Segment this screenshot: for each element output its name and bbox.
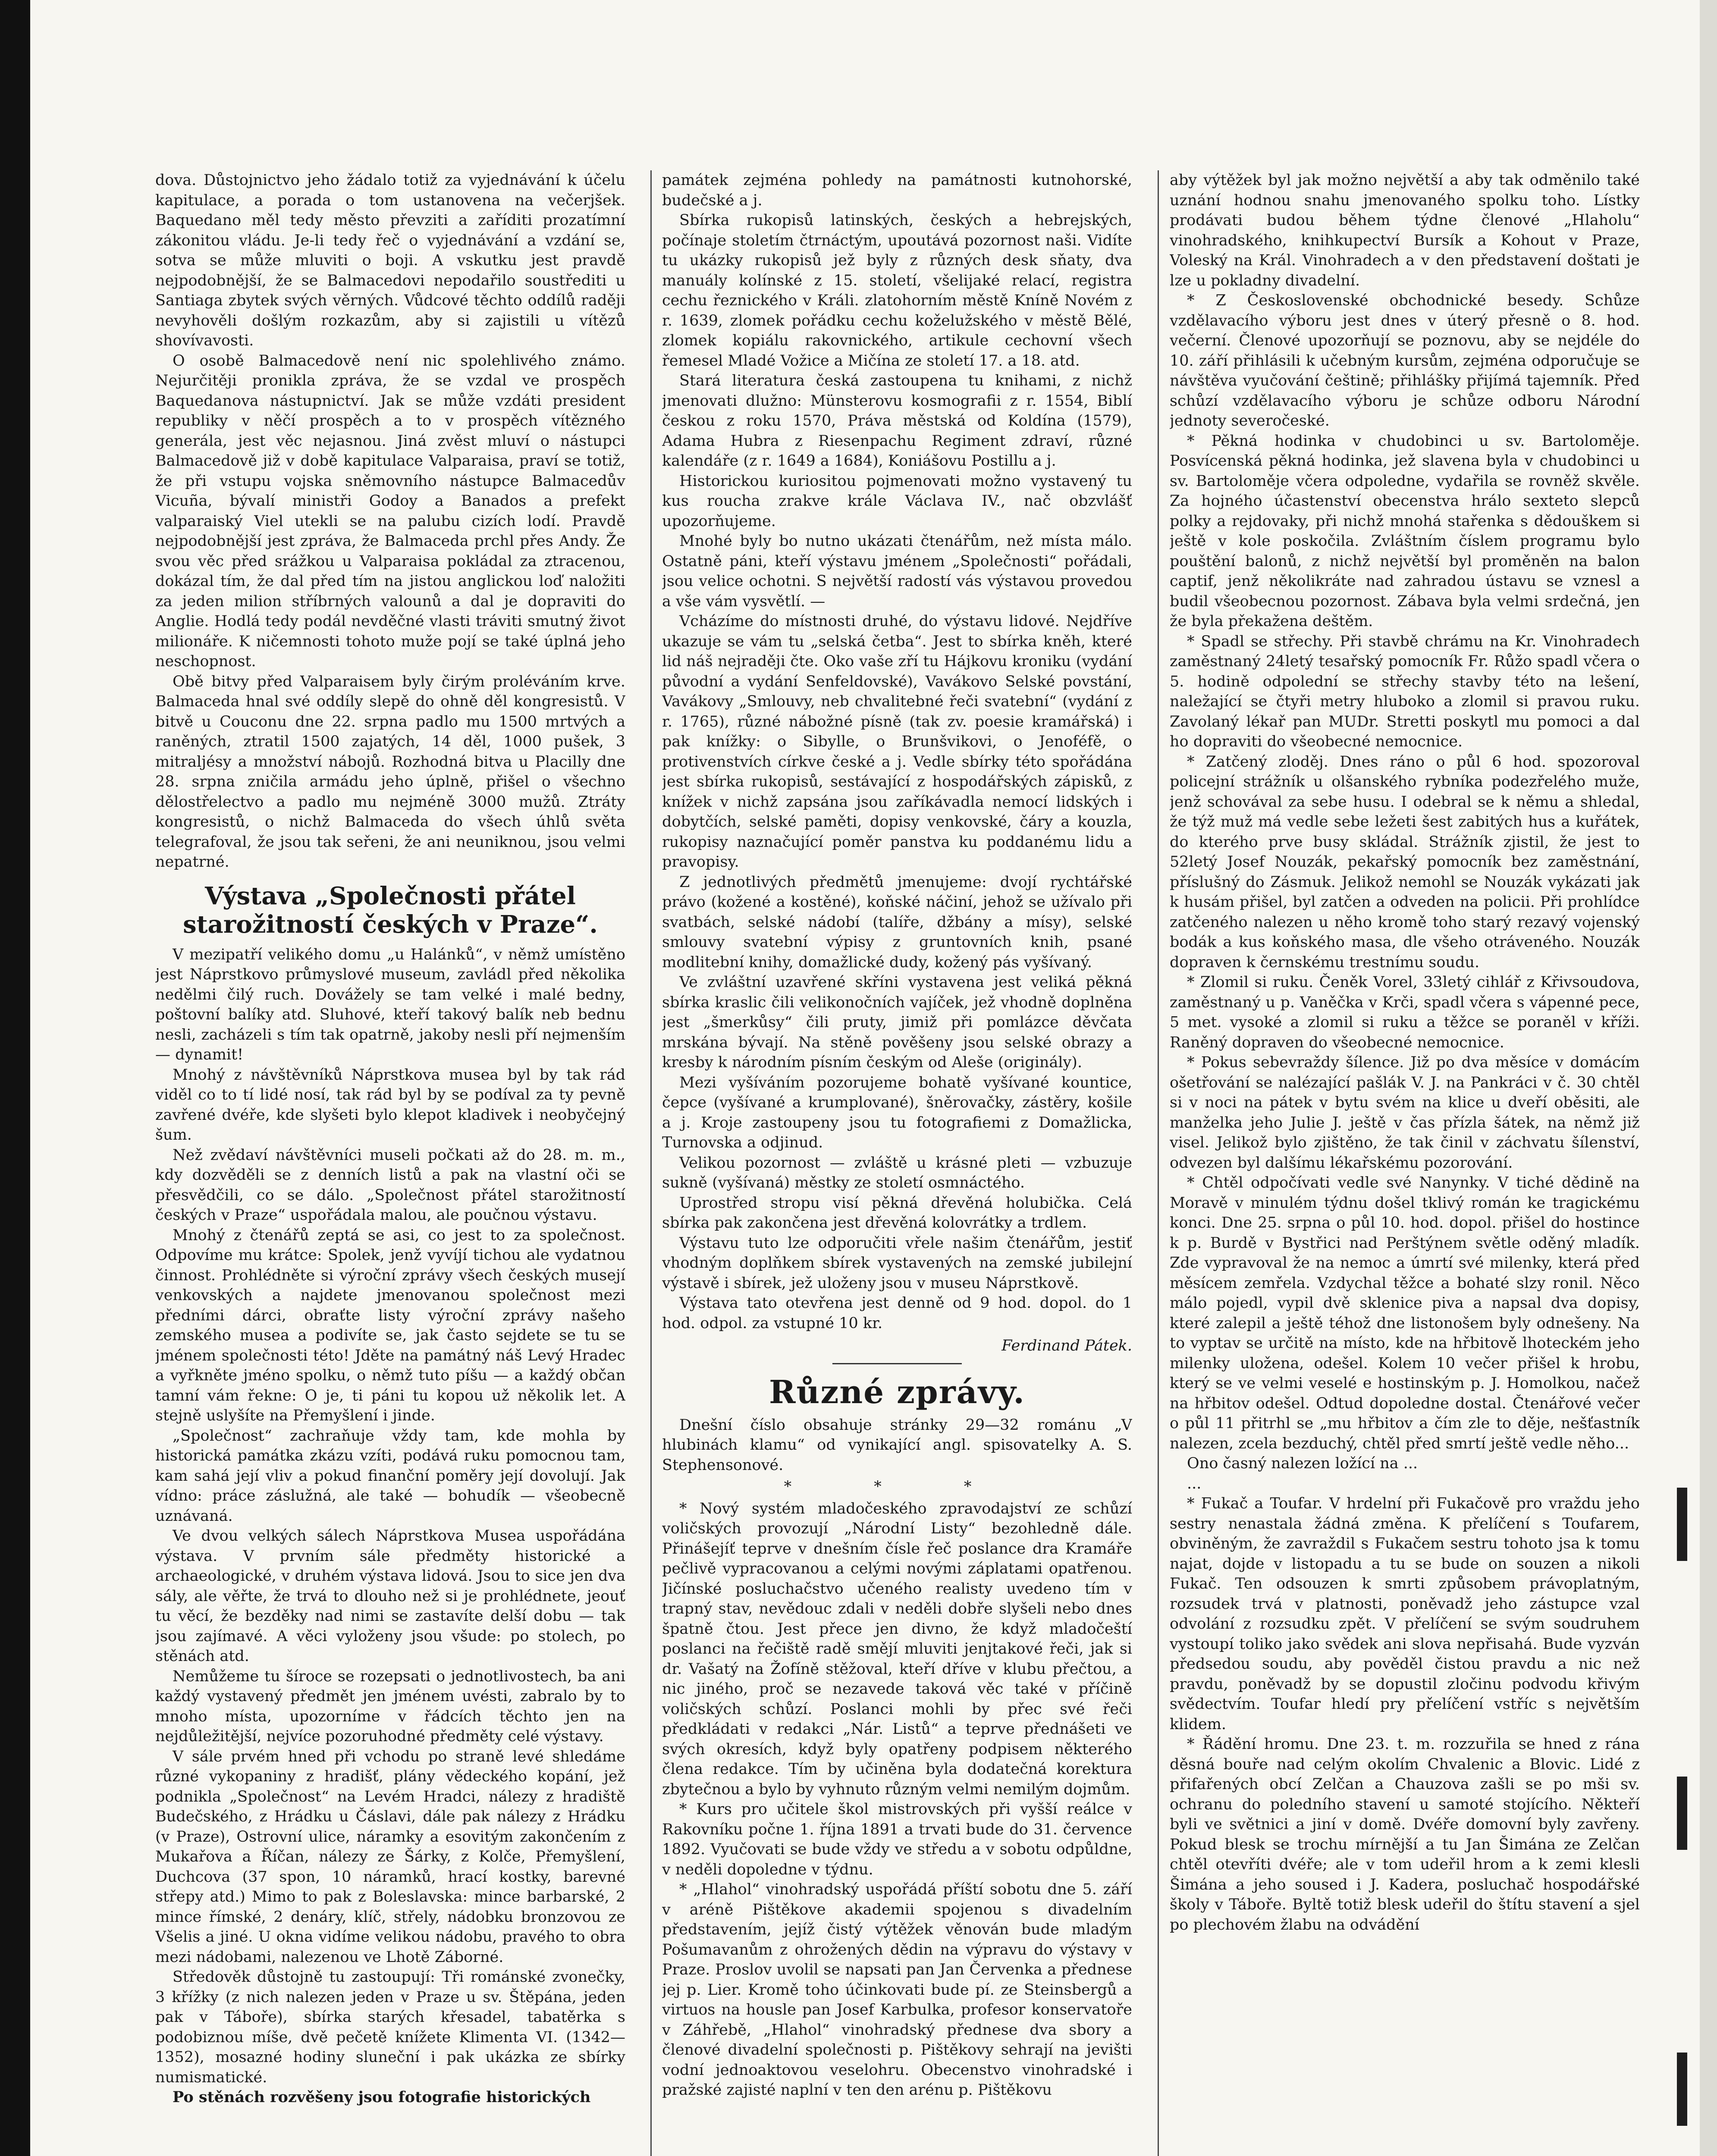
news-item: Ono časný nalezen ložící na ... — [1187, 1455, 1418, 1472]
scan-edge-mark — [1677, 1777, 1687, 1850]
paragraph: Výstavu tuto lze odporučiti vřele našim čtenářům, jestiť vhodným doplňkem sbírek vystavených na zemské jubilejní výstavě i sbírek, jež uloženy jsou v museu Náprstkově. — [662, 1234, 1132, 1292]
paragraph: Ve zvláštní uzavřené skříni vystavena jest veliká pěkná sbírka kraslic čili velikonočních vajíček, jež vhodně doplněna jest „šmerkůsy“ čili pruty, jimiž při pomlázce děvčata mrskána bývají. Na stěně pověšeny jsou selské obrazy a kresby k národním písním českým od Aleše (originály). — [662, 974, 1132, 1071]
column-divider — [1158, 170, 1159, 2156]
paragraph: Po stěnách rozvěšeny jsou fotografie historických — [173, 2088, 591, 2106]
paragraph: Obě bitvy před Valparaisem byly čirým proléváním krve. Balmaceda hnal své oddíly slepě do ohně děl kongresistů. V bitvě u Couconu dne 22. srpna padlo mu 1500 mrtvých a raněných, ztratil 1500 zajatých, 14 děl, 1000 pušek, 3 mitraljésy a množství nábojů. Rozhodná bitva u Placilly dne 28. srpna zničila armádu jeho úplně, přišel o všechno dělostřelectvo a padlo mu nejméně 3000 mužů. Ztráty kongresistů, o nichž Balmaceda do všech úhlů světa telegrafoval, že jsou tak seřeni, že ani neuniknou, jsou velmi nepatrné. — [155, 673, 625, 871]
paragraph: Sbírka rukopisů latinských, českých a hebrejských, počínaje stoletím čtrnáctým, upoutává pozornost naši. Vidíte tu ukázky rukopisů jež byly z různých desk sňaty, dva manuály kolínské z 15. století, všelijaké relací, registra cechu řeznického v Králi. zlatohorním městě Kníně Novém z r. 1639, zlomek pořádku cechu koželužského v městě Bělé, zlomek kopiálu rakovnického, artikule cechovní všech řemesel Mladé Vožice a Mičína ze století 17. a 18. atd. — [662, 212, 1132, 370]
column-middle — [662, 170, 1132, 2156]
column-divider — [650, 170, 652, 2156]
paragraph: Dnešní číslo obsahuje stránky 29—32 románu „V hlubinách klamu“ od vynikající angl. spisovatelky A. S. Stephensonové. — [662, 1416, 1132, 1474]
column-right — [1170, 170, 1640, 2156]
separator — [832, 1363, 962, 1364]
paragraph: O osobě Balmacedově není nic spolehlivého známo. Nejurčitěji pronikla zpráva, že se vzdal ve prospěch Baquedanova nástupnictví. Jak se může vzdáti president republiky v něčí prospěch a to v prospěch vítězného generála, jest věc nejasnou. Jiná zvěst mluví o nástupci Balmacedově již v době kapitulace Valparaisa, praví se totiž, že při vstupu vojska sněmovního nástupce Balmacedův Vicuña, bývalí ministři Godoy a Banados a prefekt valparaiský Viel utekli se na palubu cizích lodí. Pravdě nejpodobnější jest zpráva, že Balmaceda prchl přes Andy. Že svou věc před srážkou u Valparaisa pokládal za ztracenou, dokázal tím, že dal před tím na jistou anglickou loď naložiti za jeden milion stříbrných valounů a dal je dopraviti do Anglie. Hodlá tedy podál nevděčné vlasti tráviti smutný život milionáře. K ničemnosti tohoto muže pojí se také úplná jeho neschopnost. — [155, 352, 625, 670]
paragraph: Uprostřed stropu visí pěkná dřevěná holubička. Celá sbírka pak zakončena jest dřevěná kolovrátky a trdlem. — [662, 1194, 1132, 1232]
news-item: * Spadl se střechy. Při stavbě chrámu na Kr. Vinohradech zaměstnaný 24letý tesařský pomocník Fr. Růžo spadl včera o 5. hodině odpolední se střechy stavby této na lešení, naležající se čtyři metry hluboko a zlomil si pravou ruku. Zavolaný lékař pan MUDr. Stretti poskytl mu pomoci a dal ho dopraviti do všeobecné nemocnice. — [1170, 633, 1640, 750]
paragraph: V sále prvém hned při vchodu po straně levé shledáme různé vykopaniny z hradišť, plány vědeckého kopání, jež podnikla „Společnost“ na Levém Hradci, nálezy z hradiště Budečského, z Hrádku u Čáslavi, dále pak nálezy z Hrádku (v Praze), Ostrovní ulice, náramky a esovitým zakončením z Mukařova a Říčan, nálezy ze Šárky, z Kolče, Přemyšlení, Duchcova (37 spon, 10 náramků, hrací kostky, barevné střepy atd.) Mimo to pak z Boleslavska: mince barbarské, 2 mince římské, 2 denáry, klíč, střely, nádobku bronzovou ze Všelis a jiné. U okna vidíme velikou nádobu, pravého to obra mezi nádobami, nalezenou ve Lhotě Záborné. — [155, 1748, 625, 1966]
news-item: * Pěkná hodinka v chudobinci u sv. Bartoloměje. Posvícenská pěkná hodinka, jež slavena byla v chudobinci u sv. Bartoloměje včera odpoledne, vydařila se rovněž skvěle. Za hojného účastenství obecenstva hrálo sexteto slepců polky a rejdovaky, při nichž mnohá stařenka s dědouškem si ještě v kole poskočila. Zvláštním číslem programu bylo pouštění balonů, z nichž největší byl proměněn na balon captif, jenž několikráte nad zahradou ústavu se vznesl a budil všeobecnou pozornost. Zábava byla velmi srdečná, jen že byla překažena deštěm. — [1170, 432, 1640, 630]
paragraph: Mnohý z čtenářů zeptá se asi, co jest to za společnost. Odpovíme mu krátce: Spolek, jenž vyvíjí tichou ale vydatnou činnost. Prohlédněte si výroční zprávy všech českých musejí venkovských a najdete jmenovanou společnost mezi předními dárci, obraťte listy výroční zprávy našeho zemského musea a podivíte se, jak často sejdete se tu se jménem společnosti této! Jděte na památný náš Levý Hradec a vyřkněte jméno spolku, o němž tuto píšu — a každý občan tamní vám řekne: O je, ti páni tu kopou už několik let. A stejně uslyšíte na Přemyšlení i jinde. — [155, 1226, 625, 1424]
news-item: * Zatčený zloděj. Dnes ráno o půl 6 hod. spozoroval policejní strážník u olšanského rybníka podezřelého muže, jenž schovával za sebe husu. I odebral se k němu a shledal, že týž muž má vedle sebe ležeti šest zabitých hus a kuřátek, do kterého prve busy skládal. Strážník zjistil, že jest to 52letý Josef Nouzák, pekařský pomocník bez zaměstnání, příslušný do Zásmuk. Jelikož nemohl se Nouzák vykázati jak k husám přišel, byl zatčen a odveden na policii. Při prohlídce zatčeného nalezen u něho kromě toho starý rezavý vojenský bodák a kus koňského masa, dle všeho otráveného. Nouzák dopraven k černskému trestnímu soudu. — [1170, 753, 1640, 971]
paragraph: Historickou kuriositou pojmenovati možno vystavený tu kus roucha zrakve krále Václava IV., nač obzvlášť upozorňujeme. — [662, 472, 1132, 530]
news-item: * Fukač a Toufar. V hrdelní při Fukačově pro vraždu jeho sestry nenastala žádná změna. K přelíčení s Toufarem, obviněným, že zavraždil s Fukačem sestru tohoto jsa k tomu najat, dojde v listopadu a tu se bude on souzen a nikoli Fukač. Ten odsouzen k smrti způsobem právoplatným, rozsudek trvá v platnosti, poněvadž jeho zástupce vzal odvolání z rozsudku zpět. V přelíčení se svým soudruhem vystoupí toliko jako svědek ani slova nepřisahá. Bude vyzván předsedou soudu, aby pověděl čistou pravdu a nic než pravdu, poněvadž by se dopustil zločinu podvodu křivým svědectvím. Toufar hledí pry přelíčení vstříc s největším klidem. — [1170, 1495, 1640, 1733]
news-item: * Z Československé obchodnické besedy. Schůze vzdělavacího výboru jest dnes v úterý přesně o 8. hod. večerní. Členové upozorňují se poznovu, aby se nejdéle do 10. září přihlásili k učebným kursům, zejména odporučuje se návštěva vyučování češtině; přihlášky přijímá tajemník. Před schůzí vzdělavacího výboru je schůze odboru Národní jednoty severočeské. — [1170, 292, 1640, 429]
paragraph: Výstava tato otevřena jest denně od 9 hod. dopol. do 1 hod. odpol. za vstupné 10 kr. — [662, 1294, 1132, 1332]
separator-stars: * * * — [784, 1478, 1011, 1495]
paragraph: Středověk důstojně tu zastoupují: Tři románské zvonečky, 3 křížky (z nich nalezen jeden v Praze u sv. Štěpána, jeden pak v Táboře), sbírka starých křesadel, tabatěrka s podobiznou míše, dvě pečetě knížete Klimenta VI. (1342—1352), mosazné hodiny sluneční i pak ukázka ze sbírky numismatické. — [155, 1968, 625, 2086]
paragraph: Z jednotlivých předmětů jmenujeme: dvojí rychtářské právo (kožené a kostěné), koňské náčiní, jehož se užívalo při svatbách, selské nádobí (talíře, džbány a mísy), selské smlouvy svatební výpisy z gruntovních knih, psané modlitební knihy, domažlické dudy, kožený pás vyšívaný. — [662, 873, 1132, 971]
paragraph: aby výtěžek byl jak možno největší a aby tak odměnilo také uznání hodnou snahu jmenovaného spolku toho. Lístky prodávati budou během týdne členové „Hlaholu“ vinohradského, knihkupectví Bursík a Kohout v Praze, Voleský na Král. Vinohradech a v den představení doštati je lze u pokladny divadelní. — [1170, 172, 1640, 289]
column-left — [155, 170, 625, 2156]
paragraph: Než zvědaví návštěvníci museli počkati až do 28. m. m., kdy dozvěděli se z denních listů a pak na vlastní oči se přesvědčili, co se dálo. „Společnost přátel starožitností českých v Praze“ uspořádala malou, ale poučnou výstavu. — [155, 1146, 625, 1224]
paragraph: Vcházíme do místnosti druhé, do výstavu lidové. Nejdříve ukazuje se vám tu „selská četba“. Jest to sbírka kněh, které lid náš nejraději čte. Oko vaše zří tu Hájkovu kroniku (vydání původní a vydání Senfeldovské), Vavákovo Selské povstání, Vavákovy „Smlouvy, neb chvalitebné řeči svatební“ (vydání z r. 1765), různé nábožné písně (tak zv. poesie kramářská) i pak knížky: o Sibylle, o Brunšvikovi, o Jenoféfě, o protivenstvích církve české a j. Vedle sbírky této spořádána jest sbírka rukopisů, sestávající z hospodářských zápisků, z knížek v nichž zapsána jsou zaříkávadla nemocí lidských i dobytčích, selské paměti, dopisy venkovské, čáry a kouzla, rukopisy naznačující poměr panstva ku poddanému lidu a pravopisy. — [662, 613, 1132, 871]
paragraph: V mezipatří velikého domu „u Halánků“, v němž umístěno jest Náprstkovo průmyslové museum, zavládl před několika nedělmi čilý ruch. Dovážely se tam velké i malé bedny, poštovní balíky atd. Sluhové, kteří takový balík neb bednu nesli, zacházeli s tím tak opatrně, jakoby nesli pří nejmenším — dynamit! — [155, 946, 625, 1063]
news-item: * Řádění hromu. Dne 23. t. m. rozzuřila se hned z rána děsná bouře nad celým okolím Chvalenic a Blovic. Lidé z přifařených obcí Zelčan a Chauzova zašli se po mši sv. ochranu do poledního stavení u samoté stojícího. Někteří byli ve světnici a jiní v domě. Dvéře domovní byly zavřeny. Pokud blesk se trochu mírnější a tu Jan Šimána ze Zelčan chtěl otevříti dvéře; ale v tom udeřil hrom a k zemi klesli Šimána a jeho soused i J. Kadera, posluchač hospodářské školy v Táboře. Byltě totiž blesk udeřil do štítu stavení a sjel po plechovém žlabu na odvádění — [1170, 1736, 1640, 1934]
paragraph: Mnohý z návštěvníků Náprstkova musea byl by tak rád viděl co to tí lidé nosí, tak rád byl by se podíval za ty pevně zavřené dvéře, kde slyšeti bylo klepot kladivek i neobyčejný šum. — [155, 1066, 625, 1144]
paragraph: Mnohé byly bo nutno ukázati čtenářům, než místa málo. Ostatně páni, kteří výstavu jménem „Společnosti“ pořádali, jsou velice ochotni. S největší radostí vás výstavou provedou a vše vám vysvětlí. — — [662, 533, 1132, 610]
news-item: * Chtěl odpočívati vedle své Nanynky. V tiché dědině na Moravě v minulém týdnu došel tklivý román ke tragickému konci. Dne 25. srpna o půl 10. hod. dopol. přišel do hostince k p. Burdě v Bystřici nad Perštýnem světle oděný mladík. Zde vypravoval že na nemoc a úmrtí své milenky, která před měsícem zemřela. Vzdychal těžce a bohaté slzy ronil. Něco málo pojedl, vypil dvě sklenice piva a napsal dva dopisy, které zalepil a ještě téhož dne listonošem byly odnešeny. Na to vyptav se určitě na místo, kde na hřbitově lhoteckém jeho milenky uložena, odešel. Kolem 10 večer přišel k hrobu, který se ve velmi veselé e hostinským p. J. Homolkou, načež na hřbitov odešel. Odtud dopoledne dostal. Čtenářové večer o půl 11 přitrhl se „mu hřbitov a čím zle to děje, nešťastník nalezen, zcela bezduchý, chtěl před smrtí ještě vedle něho... — [1170, 1174, 1640, 1452]
paragraph: Ve dvou velkých sálech Náprstkova Musea uspořádána výstava. V prvním sále předměty historické a archaeologické, v druhém výstava lidová. Jsou to sice jen dva sály, ale věřte, že trvá to dlouho než si je prohlédnete, jeouť tu věcí, že bezděky nad nimi se zastavíte delší dobu — tak jsou zajímavé. A věci vyloženy jsou všude: po stolech, po stěnách atd. — [155, 1527, 625, 1665]
news-item: * Pokus sebevraždy šílence. Již po dva měsíce v domácím ošetřování se nalézající pašlák V. J. na Pankráci v č. 30 chtěl si v noci na pátek v bytu svém na klice u dveří oběsiti, ale manželka jeho Julie J. ještě v čas přízla šátek, na němž již visel. Jelikož bylo zjištěno, že tak činil v záchvatu šílenství, odvezen byl dalšímu lékařskému pozorování. — [1170, 1054, 1640, 1172]
news-item: * Kurs pro učitele škol mistrovských při vyšší reálce v Rakovníku počne 1. října 1891 a trvati bude do 31. července 1892. Vyučovati se bude vždy ve středu a v sobotu odpůldne, v neděli dopoledne v týdnu. — [662, 1801, 1132, 1878]
paragraph: Stará literatura česká zastoupena tu knihami, z nichž jmenovati dlužno: Münsterovu kosmografii z r. 1554, Biblí českou z roku 1570, Práva městská od Koldína (1579), Adama Hubra z Riesenpachu Regiment zdraví, různé kalendáře (z r. 1649 a 1684), Koniášovu Postillu a j. — [662, 372, 1132, 470]
news-item: * Nový systém mladočeského zpravodajství ze schůzí voličských provozují „Národní Listy“ bezohledně dále. Přinášejíť teprve v dnešním čísle řeč poslance dra Kramáře pečlivě vypracovanou a celými novými záplatami opatřenou. Jičínské posluchačstvo učeného realisty uvedeno tím v trapný stav, nevědouc zdali v neděli dobře slyšeli nebo dnes špatně čtou. Jest přece jen divno, že když mladočeští poslanci na řečiště radě smějí mluviti jenjtakové řeči, jak si dr. Vašatý na Žofíně stěžoval, kteří dříve v klubu přečtou, a nic jiného, proč se nezavede taková věc také v příčině voličských schůzí. Poslanci mohli by přec své řeči předkládati v redakci „Nár. Listů“ a teprve přednášeti ve svých okresích, když byly opatřeny podpisem některého člena redakce. Tím by učiněna byla dodatečná korektura zbytečnou a bylo by vyhnuto různým velmi nemilým dojmům. — [662, 1500, 1132, 1798]
paragraph: dova. Důstojnictvo jeho žádalo totiž za vyjednávání k účelu kapitulace, a porada o tom ustanovena na večerjšek. Baquedano měl tedy město převziti a zaříditi prozatímní zákonitou vládu. Je-li tedy řeč o vyjednávání a vzdání se, sotva se může mluviti o boji. A vskutku jest pravdě nejpodobnější, že se Balmacedovi nepodařilo soustřediti u Santiaga zbytek svých věrných. Vůdcové těchto oddílů raději nevyhověli došlým rozkazům, aby si zajistili u vítězů shovívavosti. — [155, 172, 625, 349]
paragraph: „Společnost“ zachraňuje vždy tam, kde mohla by historická památka zkázu vzíti, podává ruku pomocnou tam, kam sahá její vliv a pokud finanční poměry její dovolují. Jak vídno: práce záslužná, ale také — bohudík — všeobecně uznávaná. — [155, 1427, 625, 1525]
scan-edge-mark — [1677, 2053, 1687, 2126]
news-item: ... — [1187, 1475, 1202, 1492]
scan-edge-mark — [1677, 1488, 1687, 1561]
article-headline: Výstava „Společnosti přátel starožitností českých v Praze“. — [183, 881, 598, 939]
paragraph: Velikou pozornost — zvláště u krásné pleti — vzbuzuje sukně (vyšívaná) městky ze století osmnáctého. — [662, 1154, 1132, 1191]
section-heading: Různé zprávy. — [769, 1373, 1025, 1411]
news-item: * „Hlahol“ vinohradský uspořádá příští sobotu dne 5. září v aréně Pištěkove akademii spojenou s divadelním představením, jejíž čistý výtěžek věnován bude mladým Pošumavanům z ohrožených dědin na výpravu do výstavy v Praze. Proslov uvolil se napsati pan Jan Červenka a přednese jej p. Lier. Kromě toho účinkovati bude pí. ze Steinsbergů a virtuos na housle pan Josef Karbulka, profesor konservatoře v Záhřebě, „Hlahol“ vinohradský přednese dva sbory a členové divadelní společnosti p. Pištěkovy sehrají na jevišti vodní jednoaktovou veselohru. Obecenstvo vinohradské i pražské zajisté naplní v ten den arénu p. Pištěkovu — [662, 1881, 1132, 2099]
news-item: * Zlomil si ruku. Čeněk Vorel, 33letý cihlář z Křivsoudova, zaměstnaný u p. Vaněčka v Krči, spadl včera s vápenné pece, 5 met. vysoké a zlomil si ruku a těžce se poraněl v kříži. Raněný dopraven do všeobecné nemocnice. — [1170, 974, 1640, 1051]
paragraph: Mezi vyšíváním pozorujeme bohatě vyšívané kountice, čepce (vyšívané a krumplované), šněrovačky, zástěry, košile a j. Kroje zastoupeny jsou tu fotografiemi z Domažlicka, Turnovska a odjinud. — [662, 1074, 1132, 1151]
paragraph: Nemůžeme tu šíroce se rozepsati o jednotlivostech, ba ani každý vystavený předmět jen jménem uvésti, zabralo by to mnoho místa, upozorníme v řádcích těchto jen na nejdůležitější, nejvíce pozoruhodné předměty celé výstavy. — [155, 1667, 625, 1745]
author-signature: Ferdinand Pátek. — [1001, 1337, 1132, 1354]
paragraph: památek zejména pohledy na památnosti kutnohorské, budečské a j. — [662, 172, 1132, 209]
